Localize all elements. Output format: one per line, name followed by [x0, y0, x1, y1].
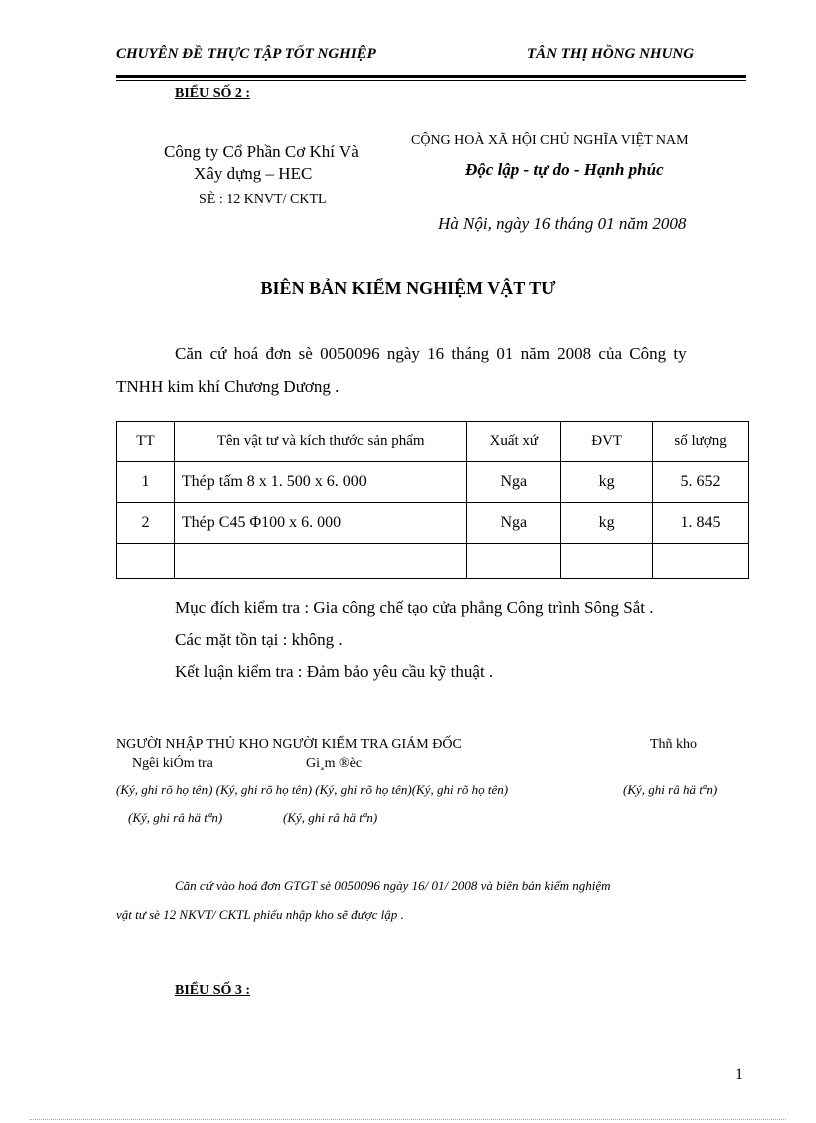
col-header-name: Tên vật tư và kích thước sản phẩm: [174, 422, 466, 462]
company-name-line1: Công ty Cổ Phần Cơ Khí Và: [164, 142, 359, 161]
header-left: CHUYÊN ĐỀ THỰC TẬP TỐT NGHIỆP: [116, 46, 376, 62]
signature-instruction-2b: (Ký, ghi râ hä tªn): [283, 810, 378, 825]
bieu-2-label: BIỂU SỐ 2 :: [175, 86, 251, 101]
signature-instruction-extra: (Ký, ghi râ hä tªn): [623, 782, 718, 797]
signature-instructions-line1: (Ký, ghi rõ họ tên) (Ký, ghi rõ họ tên) (Ký, ghi rõ họ tên)(Ký, ghi rõ họ tên): [116, 782, 509, 797]
cell-unit: kg: [561, 503, 653, 544]
document-title: BIÊN BẢN KIỂM NGHIỆM VẬT TƯ: [260, 278, 556, 298]
cell-unit: kg: [561, 462, 653, 503]
table-row: [117, 503, 749, 544]
cell-origin: Nga: [467, 462, 561, 503]
col-header-origin: Xuất xứ: [467, 422, 561, 462]
col-header-tt: TT: [117, 422, 175, 462]
cell-name: Thép C45 Φ100 x 6. 000: [174, 503, 466, 544]
materials-table: [116, 421, 749, 579]
motto: Độc lập - tự do - Hạnh phúc: [465, 160, 664, 179]
page-bottom-border: [30, 1119, 786, 1120]
cell-tt: 2: [117, 503, 175, 544]
inspection-purpose: Mục đích kiểm tra : Gia công chế tạo cửa phẳng Công trình Sông Sắt .: [175, 598, 654, 617]
note-line2: vật tư sè 12 NKVT/ CKTL phiếu nhập kho sẽ được lập .: [116, 907, 404, 922]
header-rule-thick: [116, 75, 746, 78]
note-line1: Căn cứ vào hoá đơn GTGT sè 0050096 ngày 16/ 01/ 2008 và biên bản kiểm nghiệm: [175, 878, 611, 893]
cell-quantity: 5. 652: [653, 462, 749, 503]
table-row-empty: [117, 544, 749, 579]
signature-roles: NGƯỜI NHẬP THỦ KHO NGƯỜI KIỂM TRA GIÁM ĐỐC: [116, 737, 462, 752]
document-number: SÈ : 12 KNVT/ CKTL: [199, 192, 327, 207]
cell-quantity: 1. 845: [653, 503, 749, 544]
header-right: TÂN THỊ HỒNG NHUNG: [527, 46, 695, 62]
signature-role-inspector: Ngêi kiÓm tra: [132, 756, 213, 771]
cell-tt: 1: [117, 462, 175, 503]
cell-name: Thép tấm 8 x 1. 500 x 6. 000: [174, 462, 466, 503]
table-header-row: [117, 422, 749, 462]
col-header-unit: ĐVT: [561, 422, 653, 462]
header-rule-thin: [116, 80, 746, 81]
inspection-issues: Các mặt tồn tại : không .: [175, 630, 343, 649]
intro-line2: TNHH kim khí Chương Dương .: [116, 377, 340, 396]
place-date: Hà Nội, ngày 16 tháng 01 năm 2008: [438, 214, 687, 233]
signature-role-director: Gi¸m ®èc: [306, 756, 363, 771]
bieu-3-label: BIỂU SỐ 3 :: [175, 983, 251, 998]
page-number: 1: [735, 1066, 743, 1083]
republic-name: CỘNG HOÀ XÃ HỘI CHỦ NGHĨA VIỆT NAM: [411, 133, 689, 148]
signature-instruction-2a: (Ký, ghi râ hä tªn): [128, 810, 223, 825]
intro-line1: Căn cứ hoá đơn sè 0050096 ngày 16 tháng 01 năm 2008 của Công ty: [175, 344, 687, 363]
inspection-conclusion: Kết luận kiểm tra : Đảm bảo yêu cầu kỹ thuật .: [175, 662, 494, 681]
company-name-line2: Xây dựng – HEC: [194, 164, 313, 183]
table-row: [117, 462, 749, 503]
col-header-quantity: số lượng: [653, 422, 749, 462]
signature-role-storekeeper: Thñ kho: [650, 737, 698, 752]
cell-origin: Nga: [467, 503, 561, 544]
